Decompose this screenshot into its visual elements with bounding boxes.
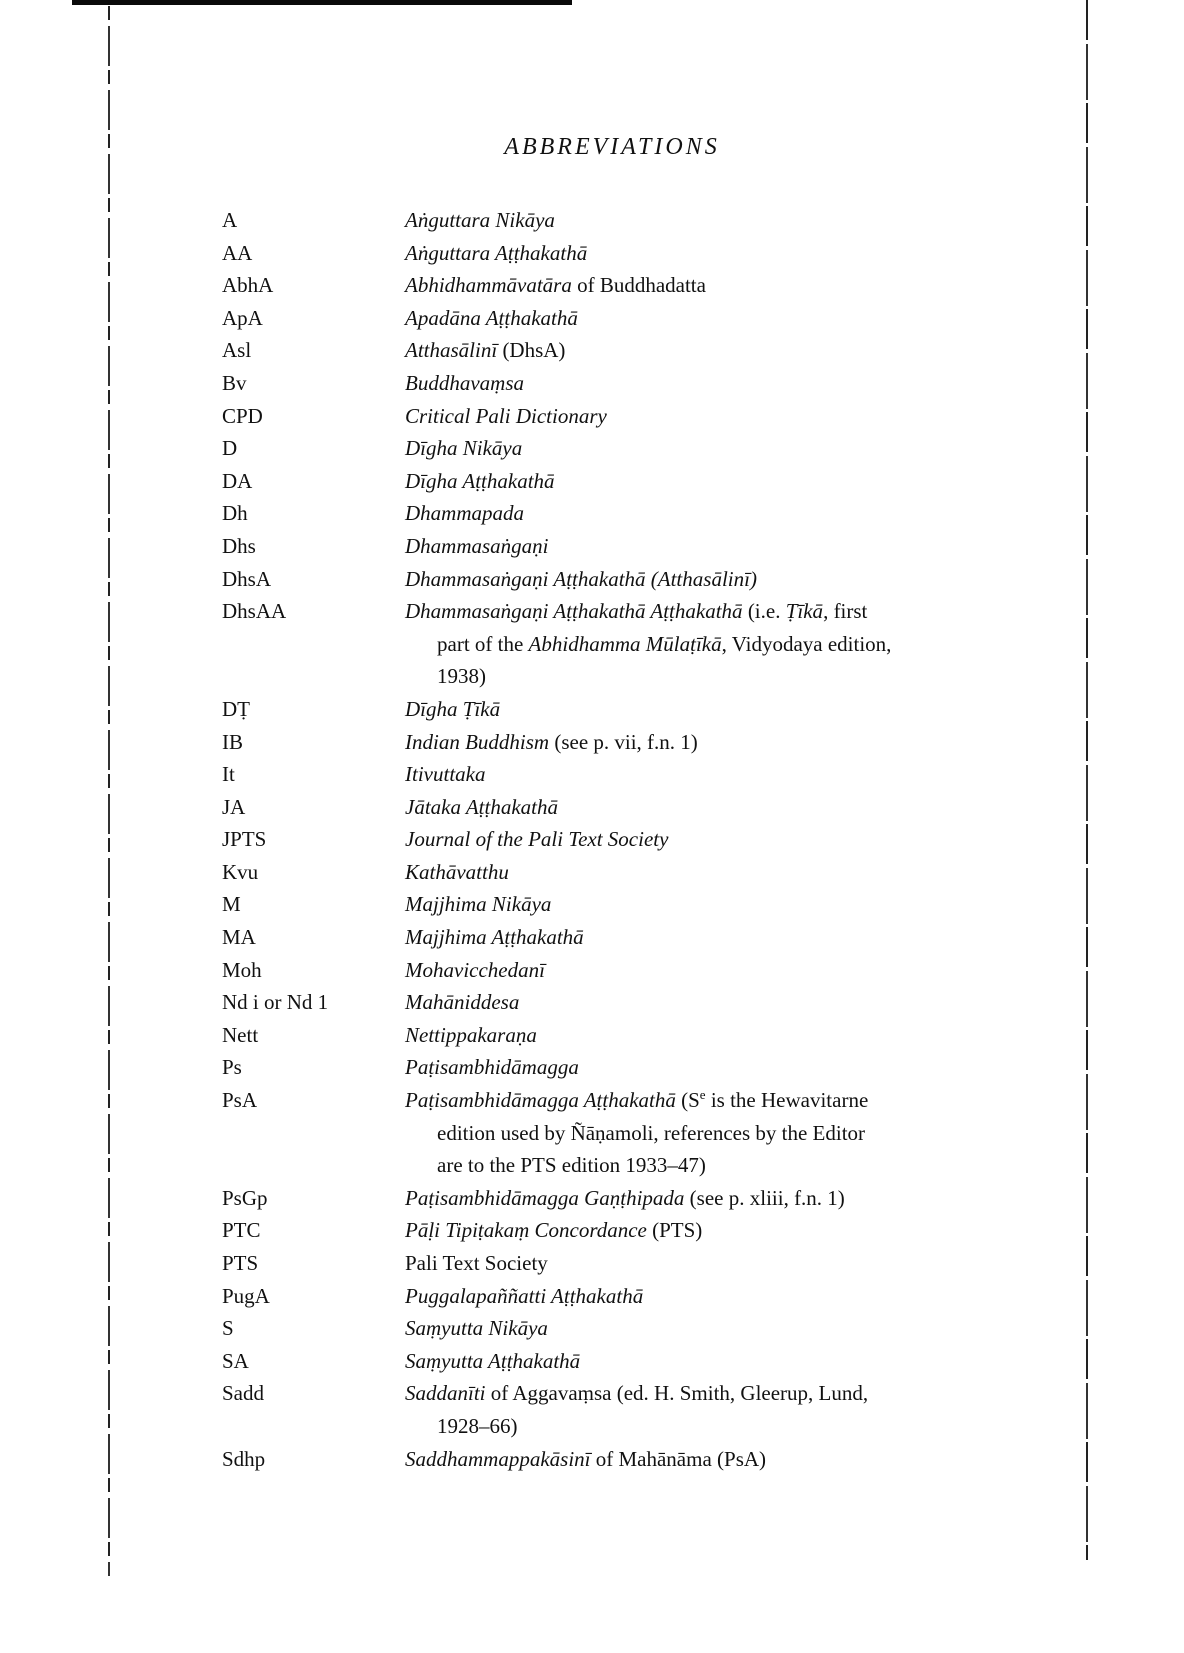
- abbreviation-definition: [405, 1345, 1042, 1378]
- abbreviation-term: Ps: [222, 1055, 242, 1080]
- definition-line: [405, 595, 1042, 628]
- definition-line: [405, 302, 1042, 335]
- italic-title-text: Abhidhamma Mūlaṭīkā: [528, 631, 722, 656]
- italic-title-text: Dhammasaṅgaṇi: [405, 533, 549, 558]
- definition-line: [405, 921, 1042, 954]
- abbreviation-definition: [405, 334, 1042, 367]
- abbreviation-entry: [222, 1019, 1042, 1052]
- abbreviation-definition: [405, 1214, 1042, 1247]
- abbreviation-entry: [222, 726, 1042, 759]
- abbreviation-definition: [405, 530, 1042, 563]
- definition-continuation-line: [405, 1149, 1042, 1182]
- italic-title-text: Saddanīti: [405, 1381, 486, 1406]
- abbreviation-entry: [222, 367, 1042, 400]
- abbreviation-definition: [405, 465, 1042, 498]
- abbreviation-term: A: [222, 208, 238, 232]
- italic-title-text: Journal of the Pali Text Society: [405, 827, 669, 852]
- italic-title-text: Apadāna Aṭṭhakathā: [405, 305, 578, 330]
- definition-line: [405, 367, 1042, 400]
- abbreviation-definition: [405, 888, 1042, 921]
- plain-text: (PTS): [646, 1218, 703, 1243]
- abbreviation-term: JA: [222, 794, 246, 819]
- italic-title-text: Aṅguttara Nikāya: [405, 208, 555, 232]
- italic-title-text: Critical Pali Dictionary: [405, 403, 607, 428]
- plain-text: (i.e.: [742, 599, 786, 624]
- plain-text: , first: [823, 599, 868, 624]
- definition-line: [405, 758, 1042, 791]
- definition-line: [405, 1312, 1042, 1345]
- definition-line: [405, 888, 1042, 921]
- abbreviation-term: Nett: [222, 1022, 259, 1047]
- italic-title-text: Pāḷi Tipiṭakaṃ Concordance: [405, 1218, 647, 1243]
- definition-line: [405, 432, 1042, 465]
- definition-continuation-line: [405, 1117, 1042, 1150]
- plain-text: 1928–66): [437, 1413, 518, 1438]
- definition-line: [405, 563, 1042, 596]
- italic-title-text: Dīgha Aṭṭhakathā: [405, 468, 555, 493]
- italic-title-text: Paṭisambhidāmagga: [405, 1055, 579, 1080]
- definition-line: [405, 204, 1042, 237]
- abbreviation-term: Sdhp: [222, 1446, 266, 1471]
- plain-text: Pali Text Society: [405, 1251, 548, 1275]
- abbreviation-definition: [405, 1182, 1042, 1215]
- definition-line: [405, 856, 1042, 889]
- abbreviation-entry: [222, 954, 1042, 987]
- plain-text: (see p. xliii, f.n. 1): [684, 1185, 845, 1210]
- abbreviation-entry: [222, 595, 1042, 693]
- scan-edge-top: [72, 0, 572, 5]
- abbreviation-entry: [222, 1280, 1042, 1313]
- italic-title-text: Jātaka Aṭṭhakathā: [405, 794, 558, 819]
- abbreviation-entry: [222, 432, 1042, 465]
- plain-text: of Aggavaṃsa (ed. H. Smith, Gleerup, Lund,: [485, 1381, 869, 1406]
- definition-line: [405, 237, 1042, 270]
- plain-text: of Buddhadatta: [571, 273, 706, 298]
- abbreviation-definition: [405, 367, 1042, 400]
- abbreviation-term: JPTS: [222, 827, 267, 852]
- italic-title-text: Saṃyutta Aṭṭhakathā: [405, 1348, 581, 1373]
- italic-title-text: Aṅguttara Aṭṭhakathā: [405, 240, 588, 265]
- abbreviation-entry: [222, 237, 1042, 270]
- abbreviation-definition: [405, 856, 1042, 889]
- abbreviation-entry: [222, 791, 1042, 824]
- italic-title-text: Itivuttaka: [405, 762, 486, 787]
- abbreviation-term: PsA: [222, 1088, 258, 1113]
- definition-line: [405, 1214, 1042, 1247]
- abbreviation-definition: [405, 563, 1042, 596]
- italic-title-text: Majjhima Aṭṭhakathā: [405, 925, 584, 950]
- abbreviation-definition: [405, 823, 1042, 856]
- definition-line: [405, 726, 1042, 759]
- abbreviation-entry: [222, 888, 1042, 921]
- abbreviation-definition: [405, 595, 1042, 693]
- abbreviation-definition: [405, 1443, 1042, 1476]
- abbreviation-term: Sadd: [222, 1381, 264, 1406]
- plain-text: (DhsA): [497, 338, 566, 363]
- italic-title-text: Mahāniddesa: [405, 990, 520, 1015]
- abbreviation-term: SA: [222, 1348, 249, 1373]
- abbreviation-entry: [222, 1312, 1042, 1345]
- abbreviation-entry: [222, 465, 1042, 498]
- definition-line: [405, 1051, 1042, 1084]
- abbreviation-term: AbhA: [222, 273, 274, 298]
- abbreviation-term: AA: [222, 240, 253, 265]
- abbreviation-term: Moh: [222, 957, 262, 982]
- italic-title-text: Saṃyutta Nikāya: [405, 1316, 548, 1341]
- abbreviation-entry: [222, 856, 1042, 889]
- abbreviation-entry: [222, 1247, 1042, 1280]
- plain-text: (S: [675, 1088, 700, 1113]
- definition-continuation-line: [405, 660, 1042, 693]
- abbreviation-term: Dh: [222, 501, 248, 526]
- abbreviation-entry: [222, 921, 1042, 954]
- abbreviation-definition: [405, 400, 1042, 433]
- abbreviation-term: CPD: [222, 403, 263, 428]
- abbreviation-term: Dhs: [222, 533, 256, 558]
- abbreviation-term: DhsAA: [222, 599, 287, 624]
- italic-title-text: Kathāvatthu: [405, 859, 509, 884]
- abbreviation-term: ApA: [222, 305, 263, 330]
- abbreviation-term: PugA: [222, 1283, 270, 1308]
- abbreviation-term: DA: [222, 468, 253, 493]
- abbreviation-term: DhsA: [222, 566, 272, 591]
- abbreviation-definition: [405, 237, 1042, 270]
- italic-title-text: Mohavicchedanī: [405, 957, 545, 982]
- plain-text: (see p. vii, f.n. 1): [549, 729, 698, 754]
- abbreviation-entry: [222, 758, 1042, 791]
- italic-title-text: Nettippakaraṇa: [405, 1022, 537, 1047]
- abbreviation-entry: [222, 530, 1042, 563]
- abbreviation-entry: [222, 269, 1042, 302]
- plain-text: 1938): [437, 664, 486, 689]
- definition-line: [405, 334, 1042, 367]
- italic-title-text: Dīgha Nikāya: [405, 436, 523, 461]
- abbreviation-term: M: [222, 892, 241, 917]
- plain-text: e: [699, 1087, 706, 1103]
- abbreviation-definition: [405, 497, 1042, 530]
- definition-line: [405, 530, 1042, 563]
- abbreviation-term: D: [222, 436, 238, 461]
- abbreviation-entry: [222, 1182, 1042, 1215]
- italic-title-text: Abhidhammāvatāra: [405, 273, 572, 298]
- definition-continuation-line: [405, 628, 1042, 661]
- italic-title-text: Dhammapada: [405, 501, 524, 526]
- definition-line: [405, 1247, 1042, 1280]
- abbreviation-definition: [405, 302, 1042, 335]
- italic-title-text: Majjhima Nikāya: [405, 892, 552, 917]
- abbreviation-term: IB: [222, 729, 243, 754]
- abbreviation-term: PTC: [222, 1218, 261, 1243]
- plain-text: part of the: [437, 631, 529, 656]
- italic-title-text: Puggalapaññatti Aṭṭhakathā: [405, 1283, 644, 1308]
- abbreviation-term: It: [222, 762, 235, 787]
- italic-title-text: Atthasālinī: [405, 338, 498, 363]
- italic-title-text: Indian Buddhism: [405, 729, 550, 754]
- abbreviation-definition: [405, 693, 1042, 726]
- abbreviation-term: DṬ: [222, 696, 250, 721]
- plain-text: , Vidyodaya edition,: [721, 631, 892, 656]
- abbreviation-entry: [222, 1443, 1042, 1476]
- italic-title-text: Buddhavaṃsa: [405, 370, 524, 395]
- definition-line: [405, 269, 1042, 302]
- definition-line: [405, 465, 1042, 498]
- abbreviation-term: Kvu: [222, 859, 259, 884]
- abbreviation-definition: [405, 1312, 1042, 1345]
- abbreviation-term: PsGp: [222, 1185, 268, 1210]
- abbreviation-term: Asl: [222, 338, 252, 363]
- italic-title-text: Ṭīkā: [785, 599, 824, 624]
- abbreviation-entry: [222, 1377, 1042, 1442]
- italic-title-text: Saddhammappakāsinī: [405, 1446, 591, 1471]
- abbreviation-definition: [405, 432, 1042, 465]
- abbreviation-entry: [222, 563, 1042, 596]
- abbreviation-term: Bv: [222, 370, 247, 395]
- abbreviation-term: PTS: [222, 1251, 259, 1275]
- page-title: ABBREVIATIONS: [504, 134, 720, 160]
- abbreviation-definition: [405, 726, 1042, 759]
- scan-edge-left: [108, 6, 110, 1576]
- plain-text: are to the PTS edition 1933–47): [437, 1153, 706, 1178]
- abbreviation-definition: [405, 954, 1042, 987]
- abbreviations-list: [222, 204, 1042, 1475]
- abbreviation-term: MA: [222, 925, 256, 950]
- abbreviation-definition: [405, 921, 1042, 954]
- abbreviation-entry: [222, 823, 1042, 856]
- abbreviation-definition: [405, 1051, 1042, 1084]
- definition-line: [405, 1280, 1042, 1313]
- definition-line: [405, 1443, 1042, 1476]
- abbreviation-entry: [222, 1345, 1042, 1378]
- abbreviation-entry: [222, 1214, 1042, 1247]
- abbreviation-definition: [405, 791, 1042, 824]
- plain-text: of Mahānāma (PsA): [590, 1446, 767, 1471]
- abbreviation-entry: [222, 400, 1042, 433]
- plain-text: edition used by Ñāṇamoli, references by the Editor: [437, 1120, 866, 1145]
- definition-line: [405, 1084, 1042, 1117]
- definition-line: [405, 1345, 1042, 1378]
- abbreviation-entry: [222, 986, 1042, 1019]
- definition-line: [405, 791, 1042, 824]
- definition-line: [405, 1019, 1042, 1052]
- definition-line: [405, 954, 1042, 987]
- abbreviation-definition: [405, 986, 1042, 1019]
- definition-line: [405, 497, 1042, 530]
- italic-title-text: Dhammasaṅgaṇi Aṭṭhakathā (Atthasālinī): [405, 566, 757, 591]
- abbreviation-definition: [405, 1247, 1042, 1280]
- abbreviation-entry: [222, 1084, 1042, 1182]
- abbreviation-entry: [222, 693, 1042, 726]
- italic-title-text: Dīgha Ṭīkā: [405, 696, 501, 721]
- abbreviation-definition: [405, 1377, 1042, 1442]
- abbreviation-definition: [405, 204, 1042, 237]
- abbreviation-definition: [405, 758, 1042, 791]
- abbreviation-definition: [405, 1019, 1042, 1052]
- definition-line: [405, 1377, 1042, 1410]
- abbreviation-entry: [222, 204, 1042, 237]
- definition-line: [405, 1182, 1042, 1215]
- abbreviation-entry: [222, 302, 1042, 335]
- abbreviation-term: S: [222, 1316, 234, 1341]
- abbreviation-definition: [405, 1084, 1042, 1182]
- abbreviation-entry: [222, 497, 1042, 530]
- definition-continuation-line: [405, 1410, 1042, 1443]
- italic-title-text: Paṭisambhidāmagga Aṭṭhakathā: [405, 1088, 676, 1113]
- scan-edge-right: [1086, 0, 1088, 1560]
- italic-title-text: Dhammasaṅgaṇi Aṭṭhakathā Aṭṭhakathā: [405, 599, 743, 624]
- abbreviation-entry: [222, 1051, 1042, 1084]
- definition-line: [405, 823, 1042, 856]
- abbreviation-definition: [405, 1280, 1042, 1313]
- plain-text: is the Hewavitarne: [705, 1088, 869, 1113]
- abbreviation-term: Nd i or Nd 1: [222, 990, 329, 1015]
- abbreviation-definition: [405, 269, 1042, 302]
- definition-line: [405, 693, 1042, 726]
- abbreviation-entry: [222, 334, 1042, 367]
- definition-line: [405, 400, 1042, 433]
- definition-line: [405, 986, 1042, 1019]
- italic-title-text: Paṭisambhidāmagga Gaṇṭhipada: [405, 1185, 685, 1210]
